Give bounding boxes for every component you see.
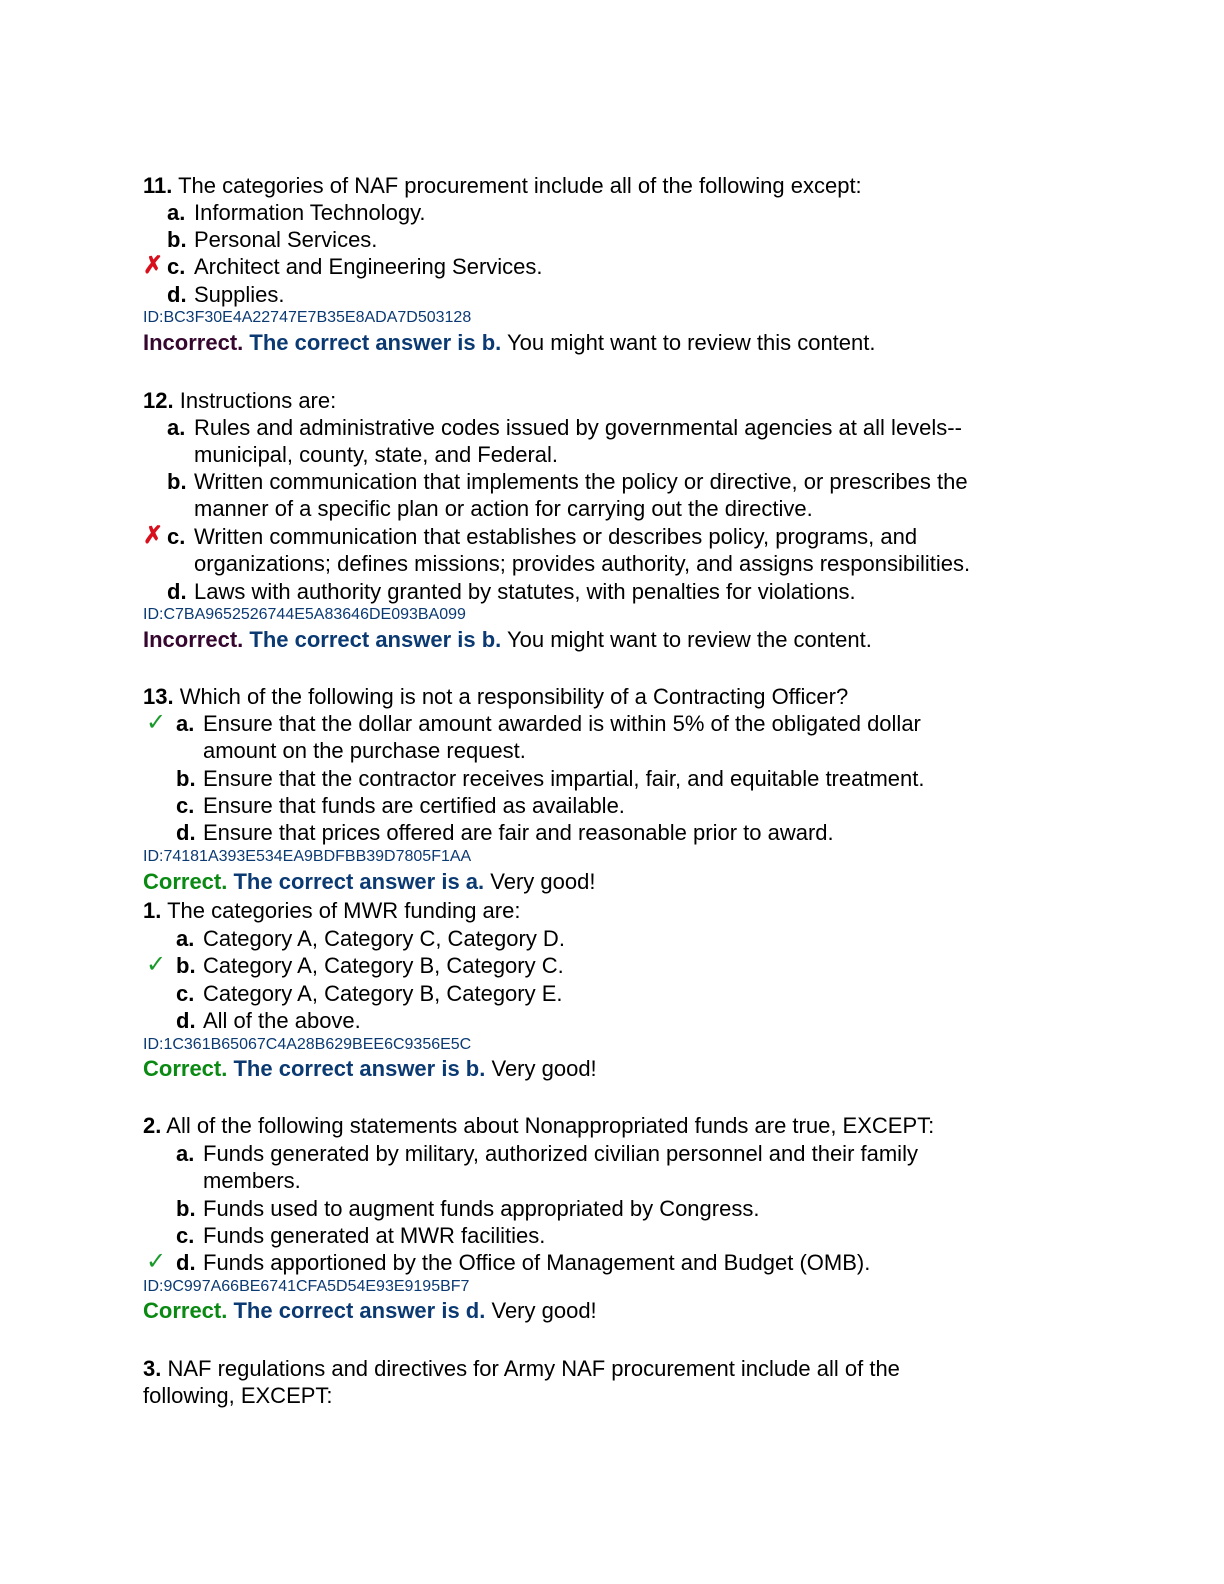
x-icon: ✗	[143, 252, 164, 279]
feedback-status: Incorrect.	[143, 627, 244, 652]
option-letter: c.	[167, 254, 186, 279]
option-text: members.	[203, 1168, 301, 1193]
option-text: Funds used to augment funds appropriated by Congress.	[203, 1196, 760, 1221]
option-text: Rules and administrative codes issued by governmental agencies at all levels--	[194, 415, 962, 440]
question-text	[143, 388, 336, 414]
option-letter: d.	[176, 820, 196, 845]
feedback-status: Incorrect.	[143, 330, 244, 355]
question-id: ID:1C361B65067C4A28B629BEE6C9356E5C	[143, 1036, 472, 1053]
question-text	[143, 1383, 333, 1409]
feedback-line	[143, 1056, 597, 1082]
option-letter: d.	[176, 1250, 196, 1275]
question-text	[143, 898, 520, 924]
option-letter: c.	[176, 981, 195, 1006]
option-text: Category A, Category B, Category E.	[203, 981, 563, 1006]
option-letter: b.	[176, 953, 196, 978]
question-text	[143, 684, 848, 710]
option-text: Ensure that funds are certified as available.	[203, 793, 625, 818]
option-letter: b.	[176, 766, 196, 791]
feedback-status: Correct.	[143, 869, 228, 894]
question-text-line: The categories of MWR funding are:	[167, 898, 521, 923]
option-text: Ensure that the contractor receives impartial, fair, and equitable treatment.	[203, 766, 925, 791]
question-text	[143, 1113, 934, 1139]
check-icon: ✓	[146, 709, 167, 736]
question-text-line: Instructions are:	[179, 388, 337, 413]
option-letter: c.	[176, 1223, 195, 1248]
question-id: ID:C7BA9652526744E5A83646DE093BA099	[143, 606, 466, 623]
question-number: 13.	[143, 684, 174, 709]
x-icon: ✗	[143, 522, 164, 549]
feedback-remark: Very good!	[490, 869, 596, 894]
option-letter: a.	[176, 711, 195, 736]
option-text: Ensure that prices offered are fair and reasonable prior to award.	[203, 820, 834, 845]
question-text-line: NAF regulations and directives for Army NAF procurement include all of the	[167, 1356, 900, 1381]
feedback-line	[143, 1298, 597, 1324]
option-text: Architect and Engineering Services.	[194, 254, 543, 279]
question-text	[143, 173, 862, 199]
check-icon: ✓	[146, 951, 167, 978]
option-text: organizations; defines missions; provides authority, and assigns responsibilities.	[194, 551, 971, 576]
option-letter: b.	[167, 227, 187, 252]
feedback-remark: You might want to review the content.	[506, 627, 872, 652]
option-text: amount on the purchase request.	[203, 738, 526, 763]
option-text: Supplies.	[194, 282, 285, 307]
question-number: 2.	[143, 1113, 162, 1138]
option-letter: d.	[167, 282, 187, 307]
feedback-remark: You might want to review this content.	[506, 330, 876, 355]
option-text: Written communication that implements the policy or directive, or prescribes the	[194, 469, 968, 494]
correct-answer: The correct answer is a.	[233, 869, 485, 894]
option-text: municipal, county, state, and Federal.	[194, 442, 559, 467]
feedback-remark: Very good!	[491, 1056, 597, 1081]
correct-answer: The correct answer is b.	[233, 1056, 486, 1081]
question-id: ID:9C997A66BE6741CFA5D54E93E9195BF7	[143, 1278, 470, 1295]
option-letter: b.	[176, 1196, 196, 1221]
question-id: ID:74181A393E534EA9BDFBB39D7805F1AA	[143, 848, 472, 865]
option-letter: d.	[176, 1008, 196, 1033]
option-text: Funds generated by military, authorized civilian personnel and their family	[203, 1141, 918, 1166]
question-text	[143, 1356, 900, 1382]
question-number: 1.	[143, 898, 162, 923]
option-text: Written communication that establishes or describes policy, programs, and	[194, 524, 918, 549]
option-letter: b.	[167, 469, 187, 494]
correct-answer: The correct answer is b.	[249, 330, 502, 355]
option-letter: a.	[167, 415, 186, 440]
option-text: Laws with authority granted by statutes, with penalties for violations.	[194, 579, 856, 604]
correct-answer: The correct answer is b.	[249, 627, 502, 652]
option-letter: a.	[176, 926, 195, 951]
option-letter: a.	[176, 1141, 195, 1166]
feedback-line	[143, 627, 872, 653]
option-text: All of the above.	[203, 1008, 361, 1033]
feedback-line	[143, 330, 875, 356]
option-letter: a.	[167, 200, 186, 225]
option-letter: c.	[176, 793, 195, 818]
option-text: Category A, Category C, Category D.	[203, 926, 565, 951]
question-number: 11.	[143, 173, 173, 198]
question-id: ID:BC3F30E4A22747E7B35E8ADA7D503128	[143, 309, 472, 326]
option-text: Ensure that the dollar amount awarded is within 5% of the obligated dollar	[203, 711, 921, 736]
question-number: 12.	[143, 388, 174, 413]
question-text-line: following, EXCEPT:	[143, 1383, 333, 1408]
feedback-status: Correct.	[143, 1056, 228, 1081]
option-text: Category A, Category B, Category C.	[203, 953, 564, 978]
question-text-line: The categories of NAF procurement include all of the following except:	[178, 173, 862, 198]
correct-answer: The correct answer is d.	[233, 1298, 486, 1323]
option-letter: c.	[167, 524, 186, 549]
option-text: Funds generated at MWR facilities.	[203, 1223, 546, 1248]
feedback-status: Correct.	[143, 1298, 228, 1323]
check-icon: ✓	[146, 1248, 167, 1275]
question-text-line: Which of the following is not a responsibility of a Contracting Officer?	[179, 684, 849, 709]
question-number: 3.	[143, 1356, 162, 1381]
option-text: Personal Services.	[194, 227, 378, 252]
option-text: manner of a specific plan or action for carrying out the directive.	[194, 496, 813, 521]
option-letter: d.	[167, 579, 187, 604]
feedback-line	[143, 869, 595, 895]
question-text-line: All of the following statements about Nonappropriated funds are true, EXCEPT:	[166, 1113, 935, 1138]
feedback-remark: Very good!	[491, 1298, 597, 1323]
option-text: Information Technology.	[194, 200, 426, 225]
option-text: Funds apportioned by the Office of Management and Budget (OMB).	[203, 1250, 871, 1275]
